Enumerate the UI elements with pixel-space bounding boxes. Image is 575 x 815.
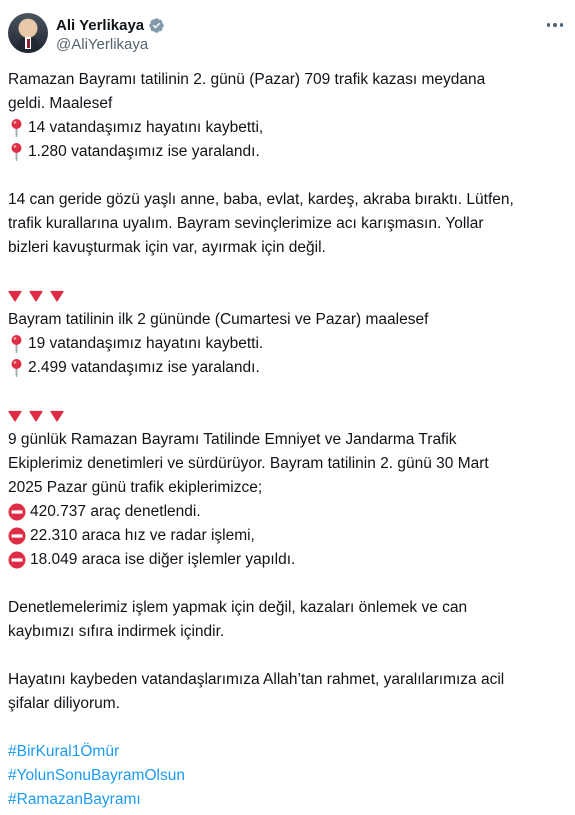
appeal-line-2: trafik kurallarına uyalım. Bayram sevinçlerimize acı karışmasın. Yollar — [8, 215, 484, 232]
more-dot — [560, 23, 564, 27]
purpose-line-1: Denetlemelerimiz işlem yapmak için değil, kazaları önlemek ve can — [8, 599, 468, 616]
more-dot — [547, 23, 551, 27]
red-triangle-down-icon — [29, 290, 43, 302]
round-pushpin-icon — [8, 334, 25, 354]
paragraph-gap — [8, 644, 568, 668]
red-triangle-down-icon — [50, 290, 64, 302]
avatar-tie — [27, 39, 30, 48]
triangle-row — [8, 404, 568, 428]
two-day-injured-text: 2.499 vatandaşımız ise yaralandı. — [28, 359, 260, 376]
day-deaths-text: 14 vatandaşımız hayatını kaybetti, — [28, 119, 264, 136]
condolence-line-2: şifalar diliyorum. — [8, 695, 120, 712]
no-entry-icon — [8, 551, 26, 569]
post-text — [8, 68, 568, 812]
stat-other-line — [8, 548, 568, 572]
paragraph-gap — [8, 260, 568, 284]
paragraph-gap — [8, 572, 568, 596]
paragraph-gap — [8, 164, 568, 188]
stat-checked-text: 420.737 araç denetlendi. — [30, 503, 201, 520]
hashtag-link[interactable]: #YolunSonuBayramOlsun — [8, 767, 185, 784]
stat-speed-text: 22.310 araca hız ve radar işlemi, — [30, 527, 255, 544]
red-triangle-down-icon — [8, 410, 22, 422]
intro-line-2: geldi. Maalesef — [8, 95, 113, 112]
paragraph-gap — [8, 380, 568, 404]
avatar[interactable] — [8, 13, 48, 53]
stat-other-text: 18.049 araca ise diğer işlemler yapıldı. — [30, 551, 296, 568]
control-line-1: 9 günlük Ramazan Bayramı Tatilinde Emniyet ve Jandarma Trafik — [8, 431, 457, 448]
two-day-intro-line: Bayram tatilinin ilk 2 gününde (Cumartesi ve Pazar) maalesef — [8, 311, 429, 328]
two-day-deaths-line — [8, 332, 568, 356]
post-header — [8, 13, 567, 57]
appeal-line-1: 14 can geride gözü yaşlı anne, baba, evlat, kardeş, akraba bıraktı. Lütfen, — [8, 191, 514, 208]
stat-speed-line — [8, 524, 568, 548]
red-triangle-down-icon — [8, 290, 22, 302]
control-line-3: 2025 Pazar günü trafik ekiplerimizce; — [8, 479, 263, 496]
day-injured-line — [8, 140, 568, 164]
stat-checked-line — [8, 500, 568, 524]
more-dot — [553, 23, 557, 27]
author-name-row — [56, 15, 165, 35]
author-display-name[interactable]: Ali Yerlikaya — [56, 16, 145, 34]
purpose-line-2: kaybımızı sıfıra indirmek içindir. — [8, 623, 225, 640]
no-entry-icon — [8, 527, 26, 545]
intro-line-1: Ramazan Bayramı tatilinin 2. günü (Pazar) 709 trafik kazası meydana — [8, 71, 486, 88]
condolence-line-1: Hayatını kaybeden vatandaşlarımıza Allah’tan rahmet, yaralılarımıza acil — [8, 671, 505, 688]
round-pushpin-icon — [8, 358, 25, 378]
day-deaths-line — [8, 116, 568, 140]
hashtag-link[interactable]: #RamazanBayramı — [8, 791, 141, 808]
day-injured-text: 1.280 vatandaşımız ise yaralandı. — [28, 143, 260, 160]
author-handle[interactable]: @AliYerlikaya — [56, 36, 149, 53]
round-pushpin-icon — [8, 142, 25, 162]
round-pushpin-icon — [8, 118, 25, 138]
paragraph-gap — [8, 716, 568, 740]
verified-badge-icon — [148, 17, 165, 34]
more-options-icon[interactable] — [543, 13, 567, 37]
red-triangle-down-icon — [50, 410, 64, 422]
two-day-injured-line — [8, 356, 568, 380]
triangle-row — [8, 284, 568, 308]
hashtag-link[interactable]: #BirKural1Ömür — [8, 743, 120, 760]
two-day-deaths-text: 19 vatandaşımız hayatını kaybetti. — [28, 335, 264, 352]
red-triangle-down-icon — [29, 410, 43, 422]
control-line-2: Ekiplerimiz denetimleri ve sürdürüyor. Bayram tatilinin 2. günü 30 Mart — [8, 455, 489, 472]
no-entry-icon — [8, 503, 26, 521]
appeal-line-3: bizleri kavuşturmak için var, ayırmak için değil. — [8, 239, 326, 256]
